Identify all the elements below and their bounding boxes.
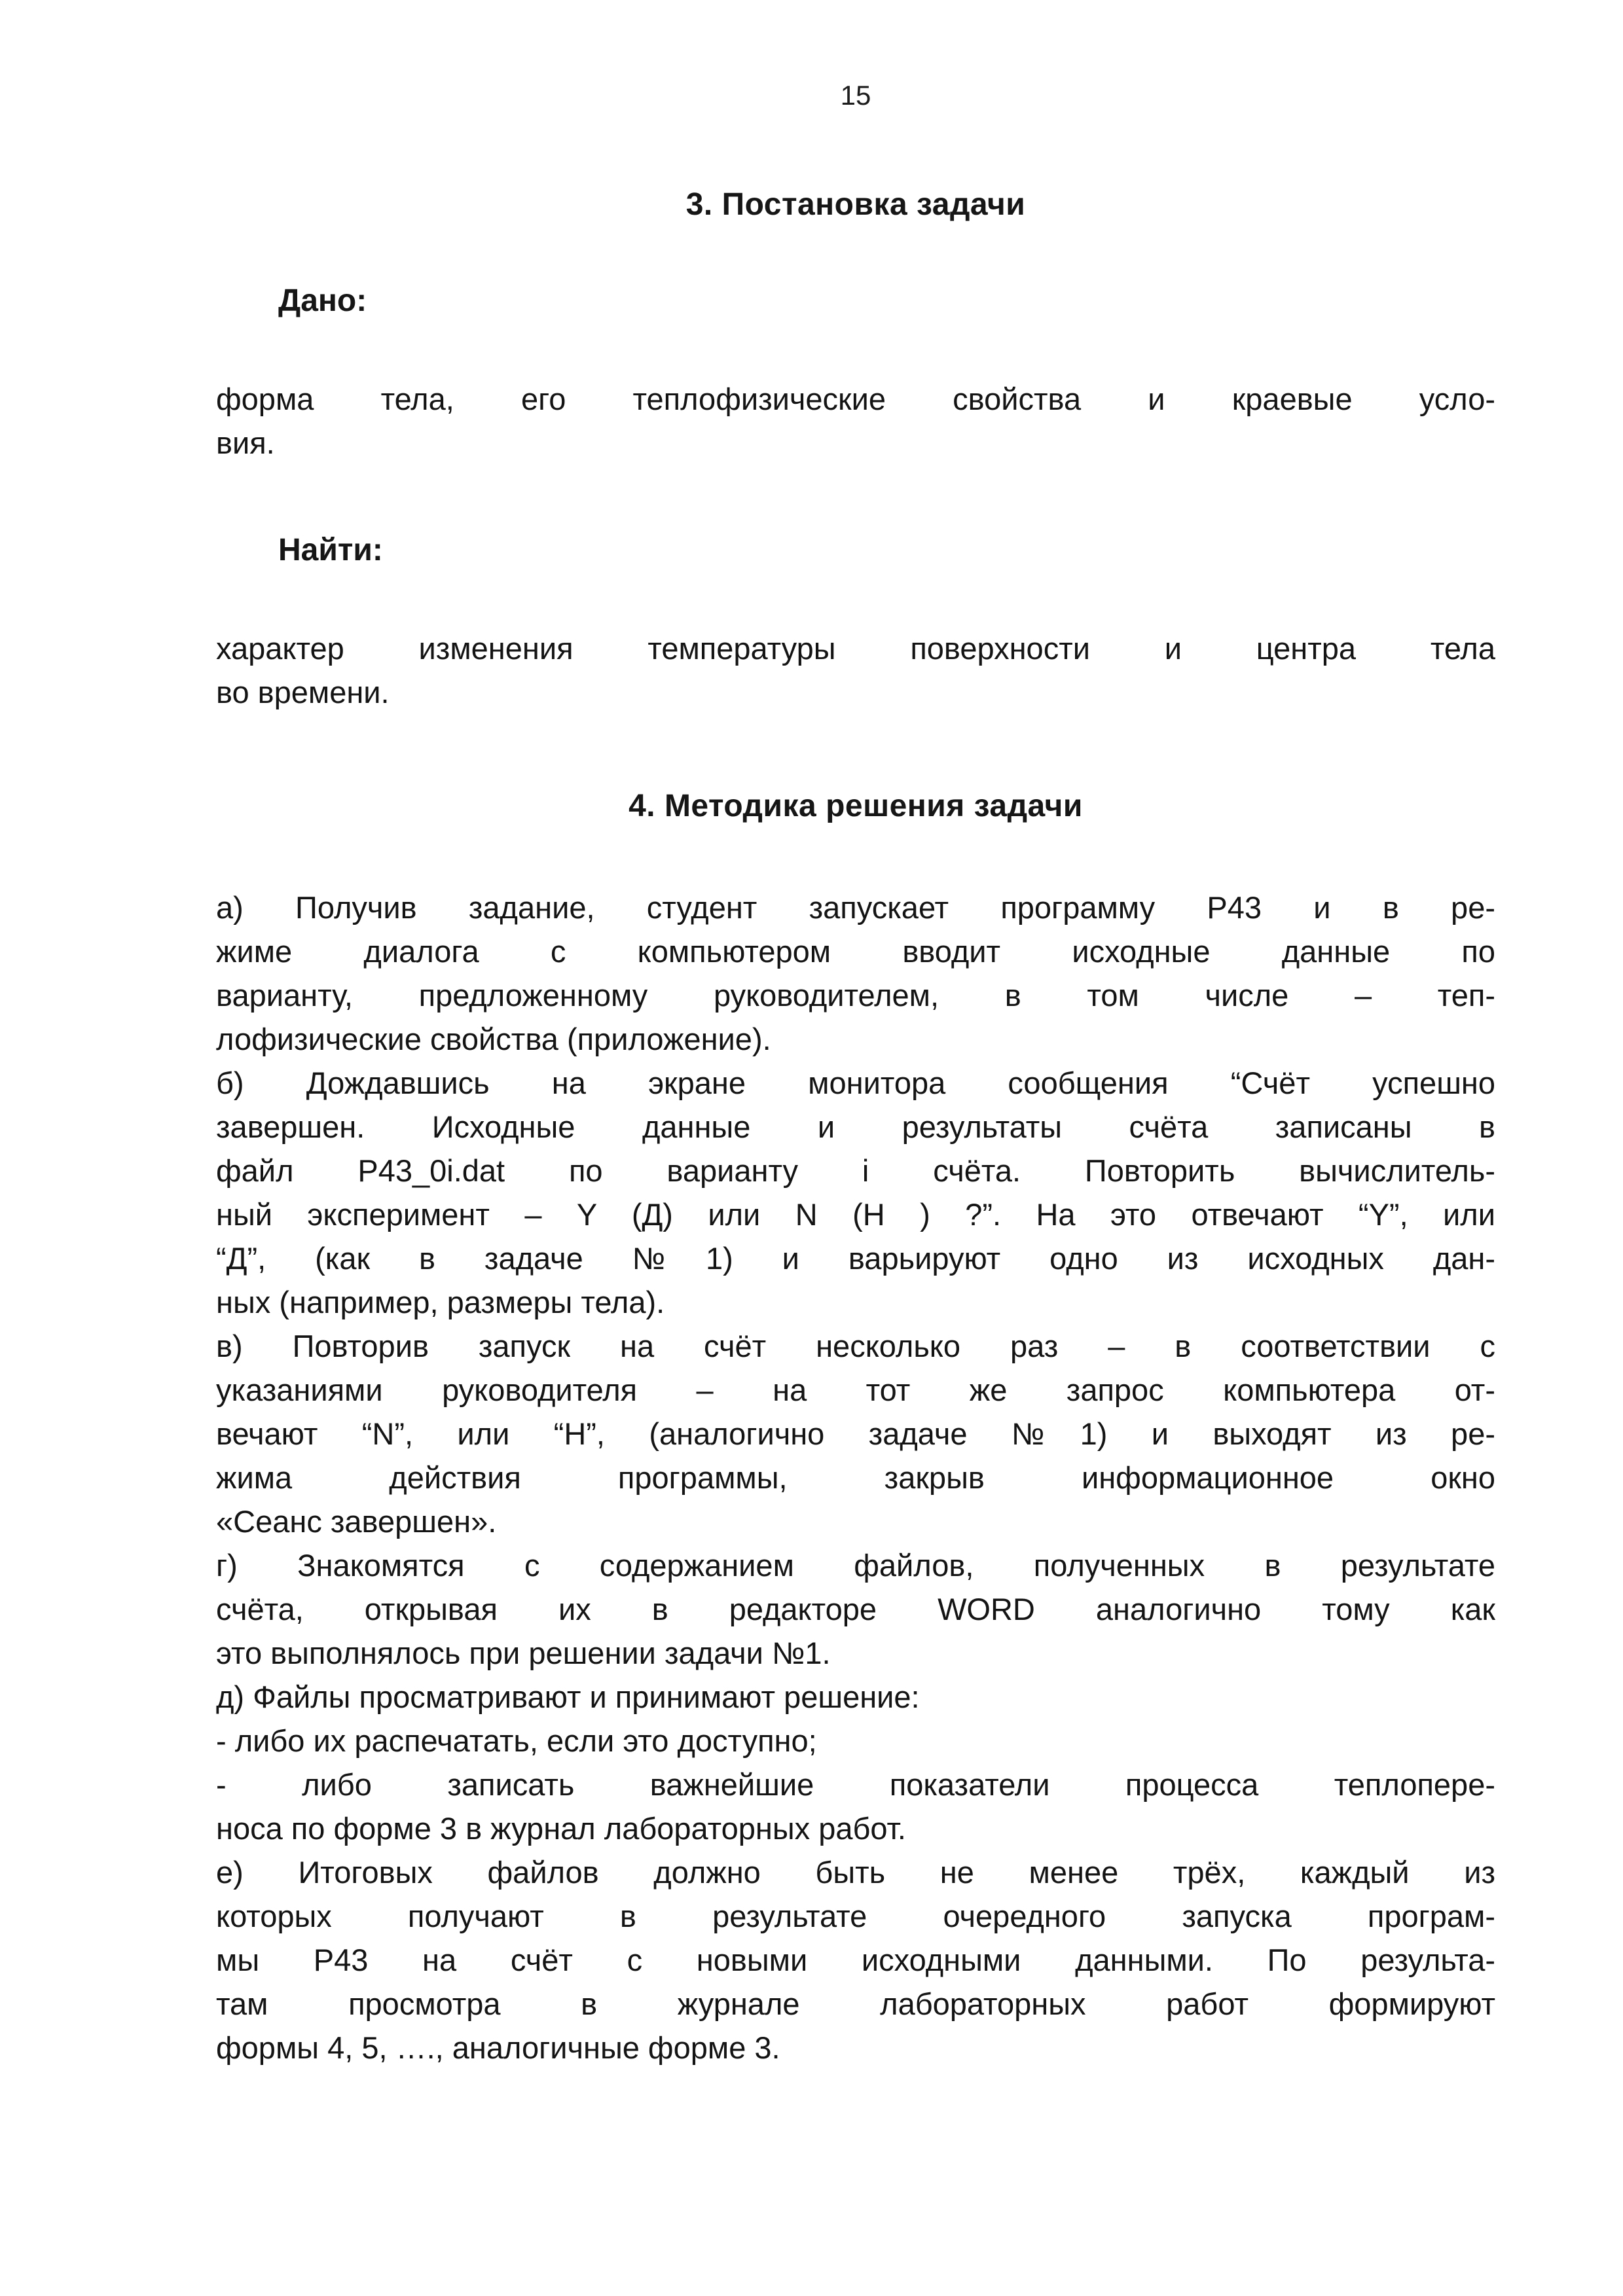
section-3-heading: 3. Постановка задачи <box>685 187 1026 222</box>
paragraph-b: б) Дождавшись на экране монитора сообщения “Счёт успешно завершен. Исходные данные и результаты счёта записаны в файл Р43_0i.dat по варианту i счёта. Повторить вычислитель- ный эксперимент – Y (Д) или N (Н ) ?”. На это отвечают “Y”, или “Д”, (как в задаче №1) и варьируют одно из исходных дан- ных (например, размеры тела). <box>216 1066 1495 1319</box>
method-body <box>216 886 1495 2070</box>
paragraph-v: в) Повторив запуск на счёт несколько раз – в соответствии с указаниями руководителя – на тот же запрос компьютера от- вечают “N”, или “Н”, (аналогично задаче №1) и выходят из ре- жима действия программы, закрыв информационное окно «Сеанс завершен». <box>216 1329 1495 1539</box>
page-number: 15 <box>840 80 871 111</box>
list-item-journal: - либо записать важнейшие показатели процесса теплопере- носа по форме 3 в журнал лабораторных работ. <box>216 1767 1495 1846</box>
paragraph-e: е) Итоговых файлов должно быть не менее трёх, каждый из которых получают в результате очередного запуска програм- мы Р43 на счёт с новыми исходными данными. По результа- там просмотра в журнале лабораторных работ формируют формы 4, 5, …., аналогичные форме 3. <box>216 1855 1495 2065</box>
find-text: характер изменения температуры поверхности и центра тела во времени. <box>216 631 1495 709</box>
find-label: Найти: <box>278 533 383 567</box>
list-item-print: - либо их распечатать, если это доступно; <box>216 1723 817 1758</box>
section-4-heading: 4. Методика решения задачи <box>629 789 1083 823</box>
given-label: Дано: <box>278 283 367 318</box>
paragraph-g: г) Знакомятся с содержанием файлов, полученных в результате счёта, открывая их в редакторе WORD аналогично тому как это выполнялось при решении задачи №1. <box>216 1548 1495 1670</box>
paragraph-d: д) Файлы просматривают и принимают решение: <box>216 1679 920 1714</box>
given-text: форма тела, его теплофизические свойства и краевые усло- вия. <box>216 382 1495 460</box>
paragraph-a: а) Получив задание, студент запускает программу Р43 и в ре- жиме диалога с компьютером вводит исходные данные по варианту, предложенному руководителем, в том числе – теп- лофизические свойства (приложение). <box>216 890 1495 1056</box>
